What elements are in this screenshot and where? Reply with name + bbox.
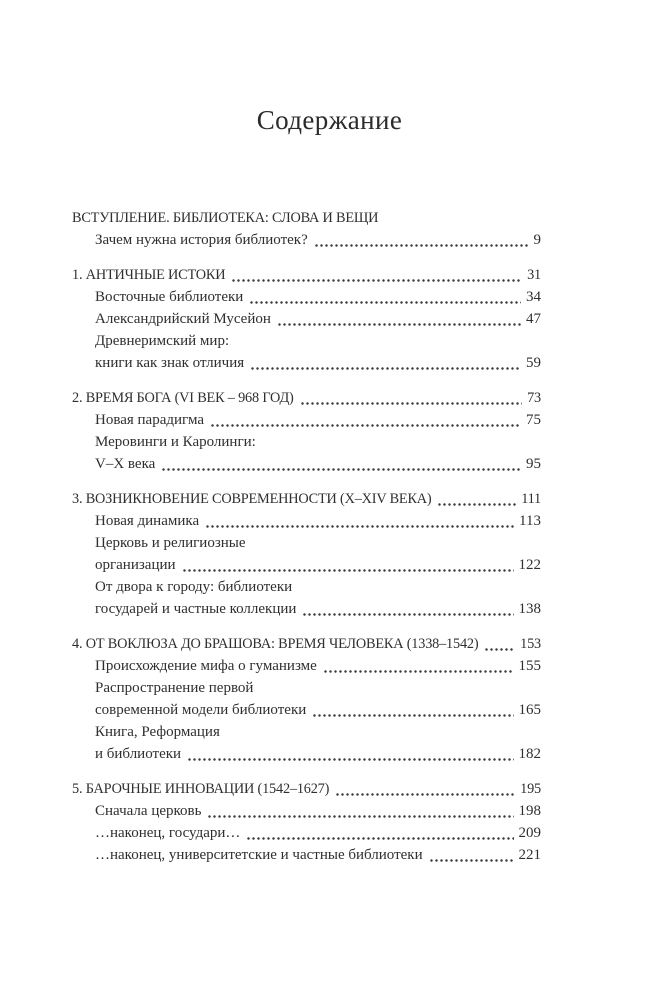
dot-leader [210,424,521,427]
toc-entry-line [72,633,541,655]
page-number: 31 [527,267,541,283]
dot-leader [314,244,529,247]
toc-entry-line: Меровинги и Каролинги: [95,434,256,450]
page-number: 59 [526,355,541,371]
toc-sub-entry [72,800,541,822]
toc-entry-line [95,453,541,475]
page-number: 113 [519,513,541,529]
toc-sub-entry [72,822,541,844]
entry-title-text: Новая динамика [95,513,200,529]
toc-entry-line: Книга, Реформация [95,724,220,740]
toc-chapter-entry [72,264,541,286]
toc-entry-line [72,264,541,286]
entry-title-text: Сначала церковь [95,803,202,819]
dot-leader [182,569,514,572]
toc-entry-line [95,800,541,822]
page-number: 165 [518,702,541,718]
toc-section [72,264,541,374]
entry-title-text: Зачем нужна история библиотек? [95,232,308,248]
entry-title-text: 4. ОТ ВОКЛЮЗА ДО БРАШОВА: ВРЕМЯ ЧЕЛОВЕКА (1338–1542) [72,636,479,652]
page-number: 75 [526,412,541,428]
toc-sub-entry [72,844,541,866]
toc-entry-line [95,554,541,576]
toc-entry-line [95,510,541,532]
dot-leader [302,613,513,616]
entry-title-text: …наконец, государи… [95,825,241,841]
toc-entry-line [95,229,541,251]
toc-chapter-entry [72,778,541,800]
toc-section [72,633,541,765]
toc-entry-line [72,488,541,510]
page-number: 155 [518,658,541,674]
entry-title-text: организации [95,557,176,573]
toc-sub-entry [72,677,541,721]
toc-entry-line: Церковь и религиозные [95,535,246,551]
toc-chapter-entry [72,633,541,655]
dot-leader [187,758,513,761]
dot-leader [429,859,514,862]
toc-entry-line [95,409,541,431]
toc-entry-line: Распространение первой [95,680,254,696]
dot-leader [484,648,515,651]
toc-sub-entry [72,308,541,330]
toc-entry-line [95,352,541,374]
toc-sub-entry [72,576,541,620]
toc-entry-line: ВСТУПЛЕНИЕ. БИБЛИОТЕКА: СЛОВА И ВЕЩИ [72,210,379,226]
page-number: 209 [518,825,541,841]
toc-sub-entry [72,286,541,308]
toc-entry-line [95,743,541,765]
toc-entry-line: От двора к городу: библиотеки [95,579,293,595]
dot-leader [246,837,513,840]
entry-title-text: 3. ВОЗНИКНОВЕНИЕ СОВРЕМЕННОСТИ (X–XIV ВЕКА) [72,491,432,507]
page-number: 47 [526,311,541,327]
page-number: 122 [518,557,541,573]
toc-entry-line [95,699,541,721]
entry-title-text: 2. ВРЕМЯ БОГА (VI ВЕК – 968 ГОД) [72,390,294,406]
page-number: 95 [526,456,541,472]
entry-title-text: V–X века [95,456,156,472]
page-number: 9 [533,232,541,248]
page-number: 221 [518,847,541,863]
toc-entry-line [72,387,541,409]
toc-entry-line [95,822,541,844]
page-number: 138 [518,601,541,617]
toc-entry-line [95,844,541,866]
dot-leader [250,367,521,370]
dot-leader [231,279,522,282]
toc-section [72,488,541,620]
dot-leader [277,323,521,326]
entry-title-text: Восточные библиотеки [95,289,244,305]
toc-entry-line [95,308,541,330]
toc-sub-entry [72,532,541,576]
page-number: 111 [521,491,541,507]
entry-title-text: Александрийский Мусейон [95,311,271,327]
entry-title-text: 5. БАРОЧНЫЕ ИННОВАЦИИ (1542–1627) [72,781,330,797]
toc-sub-entry [72,431,541,475]
entry-title-text: 1. АНТИЧНЫЕ ИСТОКИ [72,267,226,283]
dot-leader [300,402,523,405]
page-title: Содержание [256,105,403,135]
toc-sub-entry [72,510,541,532]
toc-entry-line [72,778,541,800]
entry-title-text: Происхождение мифа о гуманизме [95,658,317,674]
entry-title-text: Новая парадигма [95,412,205,428]
toc-entry-line [95,655,541,677]
toc-sub-entry [72,409,541,431]
dot-leader [207,815,513,818]
page-number: 153 [520,636,541,652]
entry-title-text: …наконец, университетские и частные библиотеки [95,847,423,863]
entry-title-text: государей и частные коллекции [95,601,297,617]
page-number: 34 [526,289,541,305]
entry-title-text: современной модели библиотеки [95,702,307,718]
toc-sub-entry [72,229,541,251]
page-number: 198 [518,803,541,819]
toc-section [72,387,541,475]
toc-chapter-entry [72,488,541,510]
table-of-contents [0,207,659,866]
toc-chapter-entry [72,207,541,229]
toc-sub-entry [72,655,541,677]
dot-leader [312,714,513,717]
page-number: 195 [520,781,541,797]
toc-sub-entry [72,330,541,374]
entry-title-text: книги как знак отличия [95,355,245,371]
toc-entry-line [95,598,541,620]
entry-title-text: и библиотеки [95,746,182,762]
toc-section [72,207,541,251]
page-number: 73 [527,390,541,406]
dot-leader [437,503,516,506]
dot-leader [161,468,521,471]
toc-entry-line: Древнеримский мир: [95,333,230,349]
toc-section [72,778,541,866]
toc-entry-line [95,286,541,308]
dot-leader [335,793,515,796]
toc-chapter-entry [72,387,541,409]
dot-leader [249,301,521,304]
dot-leader [205,525,514,528]
page-number: 182 [518,746,541,762]
toc-sub-entry [72,721,541,765]
dot-leader [323,670,514,673]
